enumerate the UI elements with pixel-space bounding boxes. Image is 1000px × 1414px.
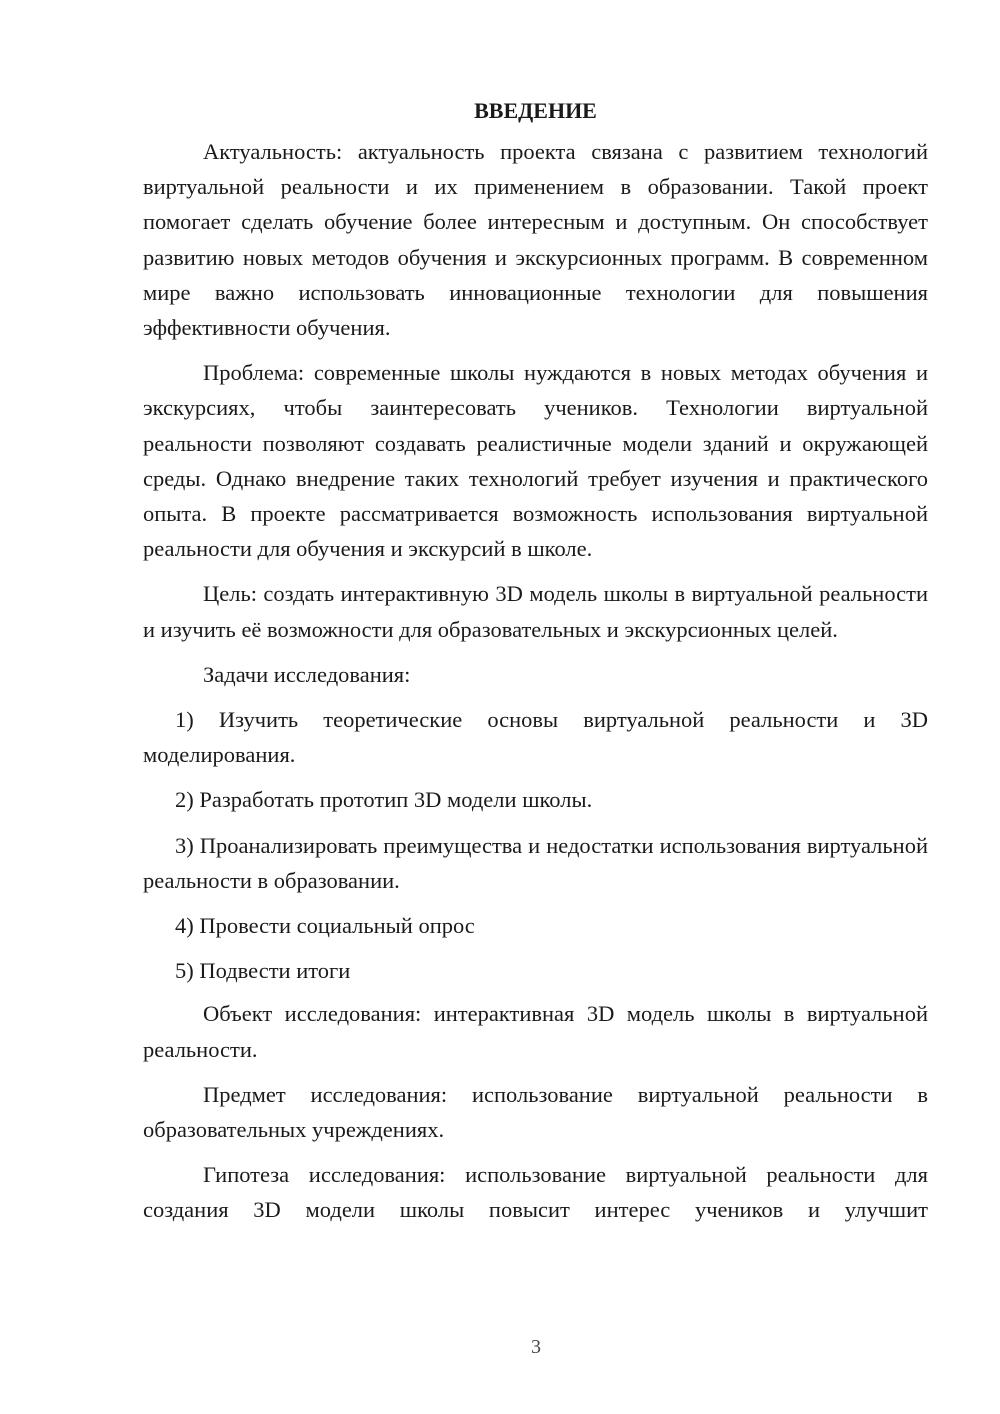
list-item: 2) Разработать прототип 3D модели школы.: [175, 787, 593, 813]
list-item: 3) Проанализировать преимущества и недостатки использования виртуальной реальности в образовании.: [143, 832, 928, 893]
page-number: 3: [531, 1336, 541, 1358]
list-item: 4) Провести социальный опрос: [175, 913, 475, 939]
subject-paragraph: Предмет исследования: использование виртуальной реальности в образовательных учреждениях.: [143, 1081, 928, 1143]
relevance-paragraph: Актуальность: актуальность проекта связана с развитием технологий виртуальной реальности и их применением в образовании. Такой проект помогает сделать обучение более интересным и доступным. Он способствует развитию новых методов обучения и экскурсионных программ. В современном мире важно использовать инновационные технологии для повышения эффективности обучения.: [143, 139, 928, 341]
goal-paragraph: Цель: создать интерактивную 3D модель школы в виртуальной реальности и изучить её возможности для образовательных и экскурсионных целей.: [143, 581, 928, 642]
object-paragraph: Объект исследования: интерактивная 3D модель школы в виртуальной реальности.: [143, 1001, 928, 1062]
section-heading: ВВЕДЕНИЕ: [474, 98, 597, 123]
hypothesis-paragraph: Гипотеза исследования: использование виртуальной реальности для создания 3D модели школы повысит интерес учеников и улучшит: [143, 1162, 928, 1223]
list-item: 5) Подвести итоги: [175, 958, 351, 984]
list-item: 1) Изучить теоретические основы виртуальной реальности и 3D моделирования.: [143, 707, 928, 768]
tasks-list: [143, 702, 928, 988]
document-body: [143, 96, 928, 1238]
problem-paragraph: Проблема: современные школы нуждаются в новых методах обучения и экскурсиях, чтобы заинтересовать учеников. Технологии виртуальной реальности позволяют создавать реалистичные модели зданий и окружающей среды. Однако внедрение таких технологий требует изучения и практического опыта. В проекте рассматривается возможность использования виртуальной реальности для обучения и экскурсий в школе.: [143, 360, 928, 562]
tasks-intro: Задачи исследования:: [203, 661, 411, 687]
